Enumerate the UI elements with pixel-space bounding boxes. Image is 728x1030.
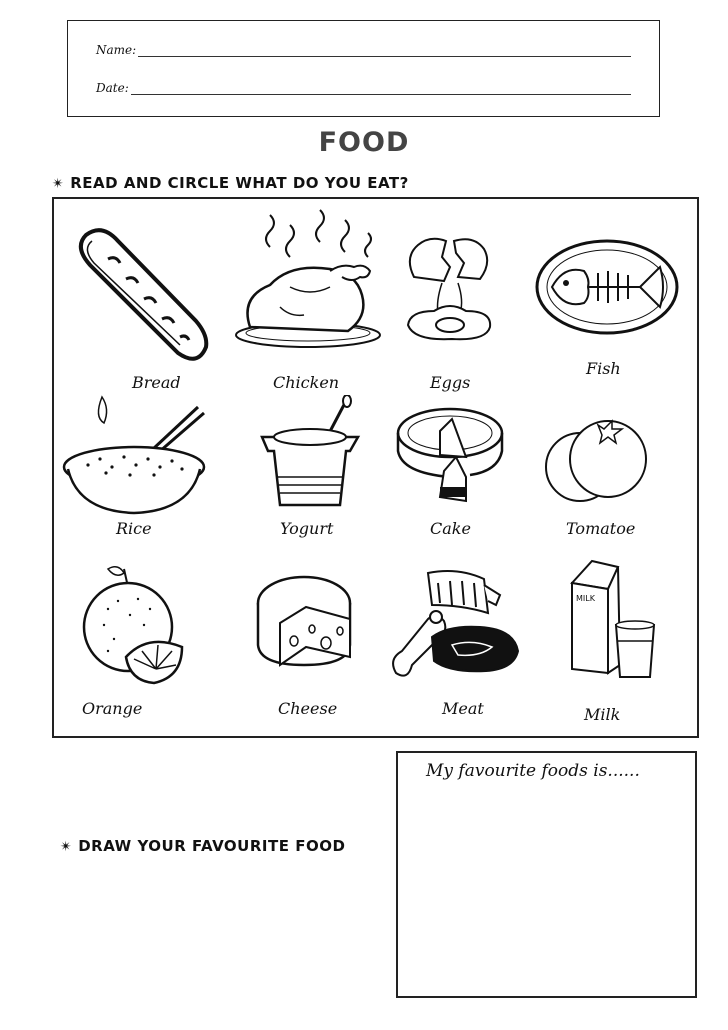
orange-icon	[78, 559, 190, 689]
yogurt-icon	[254, 395, 364, 513]
food-label: Orange	[82, 699, 143, 718]
favourite-food-prompt: My favourite foods is......	[426, 761, 640, 781]
draw-text: DRAW YOUR FAVOURITE FOOD	[78, 837, 346, 855]
read-circle-instruction	[52, 174, 409, 192]
name-row	[96, 43, 631, 57]
food-label: Chicken	[273, 373, 340, 392]
star-bullet-icon: ✴	[60, 839, 73, 855]
name-label: Name:	[96, 43, 137, 57]
food-label: Milk	[584, 705, 621, 724]
date-label: Date:	[96, 81, 129, 95]
food-label: Meat	[442, 699, 484, 718]
name-date-box	[67, 20, 660, 117]
read-circle-text: READ AND CIRCLE WHAT DO YOU EAT?	[70, 174, 409, 192]
date-field[interactable]	[131, 82, 631, 95]
food-label: Eggs	[430, 373, 471, 392]
food-item-cheese[interactable]	[250, 573, 405, 731]
food-item-cake[interactable]	[394, 401, 549, 543]
cheese-icon	[250, 573, 360, 673]
food-label: Cake	[430, 519, 471, 538]
food-item-orange[interactable]	[78, 559, 233, 731]
draw-instruction	[60, 837, 345, 855]
food-label: Fish	[586, 359, 621, 378]
milk-icon	[562, 555, 662, 679]
food-label: Bread	[132, 373, 181, 392]
food-item-fish[interactable]	[532, 235, 687, 383]
food-item-yogurt[interactable]	[254, 395, 409, 543]
rice-icon	[58, 393, 208, 521]
fish-icon	[532, 235, 682, 345]
food-item-milk[interactable]	[562, 555, 717, 731]
food-label: Yogurt	[280, 519, 334, 538]
name-field[interactable]	[138, 44, 631, 57]
tomato-icon	[542, 415, 652, 509]
favourite-food-drawing-box[interactable]	[396, 751, 697, 998]
milk-carton-label: MILK	[576, 594, 595, 603]
star-bullet-icon: ✴	[52, 176, 65, 192]
cake-icon	[394, 401, 506, 513]
food-item-bread[interactable]	[68, 213, 223, 392]
food-item-chicken[interactable]	[230, 207, 385, 392]
date-row	[96, 81, 631, 95]
food-label: Cheese	[278, 699, 338, 718]
bread-icon	[68, 213, 218, 363]
eggs-icon	[394, 227, 504, 357]
food-label: Tomatoe	[566, 519, 636, 538]
food-label: Rice	[116, 519, 152, 538]
food-item-meat[interactable]	[388, 565, 543, 731]
food-item-tomatoe[interactable]	[542, 415, 697, 543]
food-grid	[52, 197, 699, 738]
food-item-rice[interactable]	[58, 393, 213, 543]
page-title: FOOD	[318, 127, 410, 158]
food-item-eggs[interactable]	[394, 227, 549, 392]
chicken-icon	[230, 207, 390, 357]
meat-icon	[388, 565, 528, 683]
